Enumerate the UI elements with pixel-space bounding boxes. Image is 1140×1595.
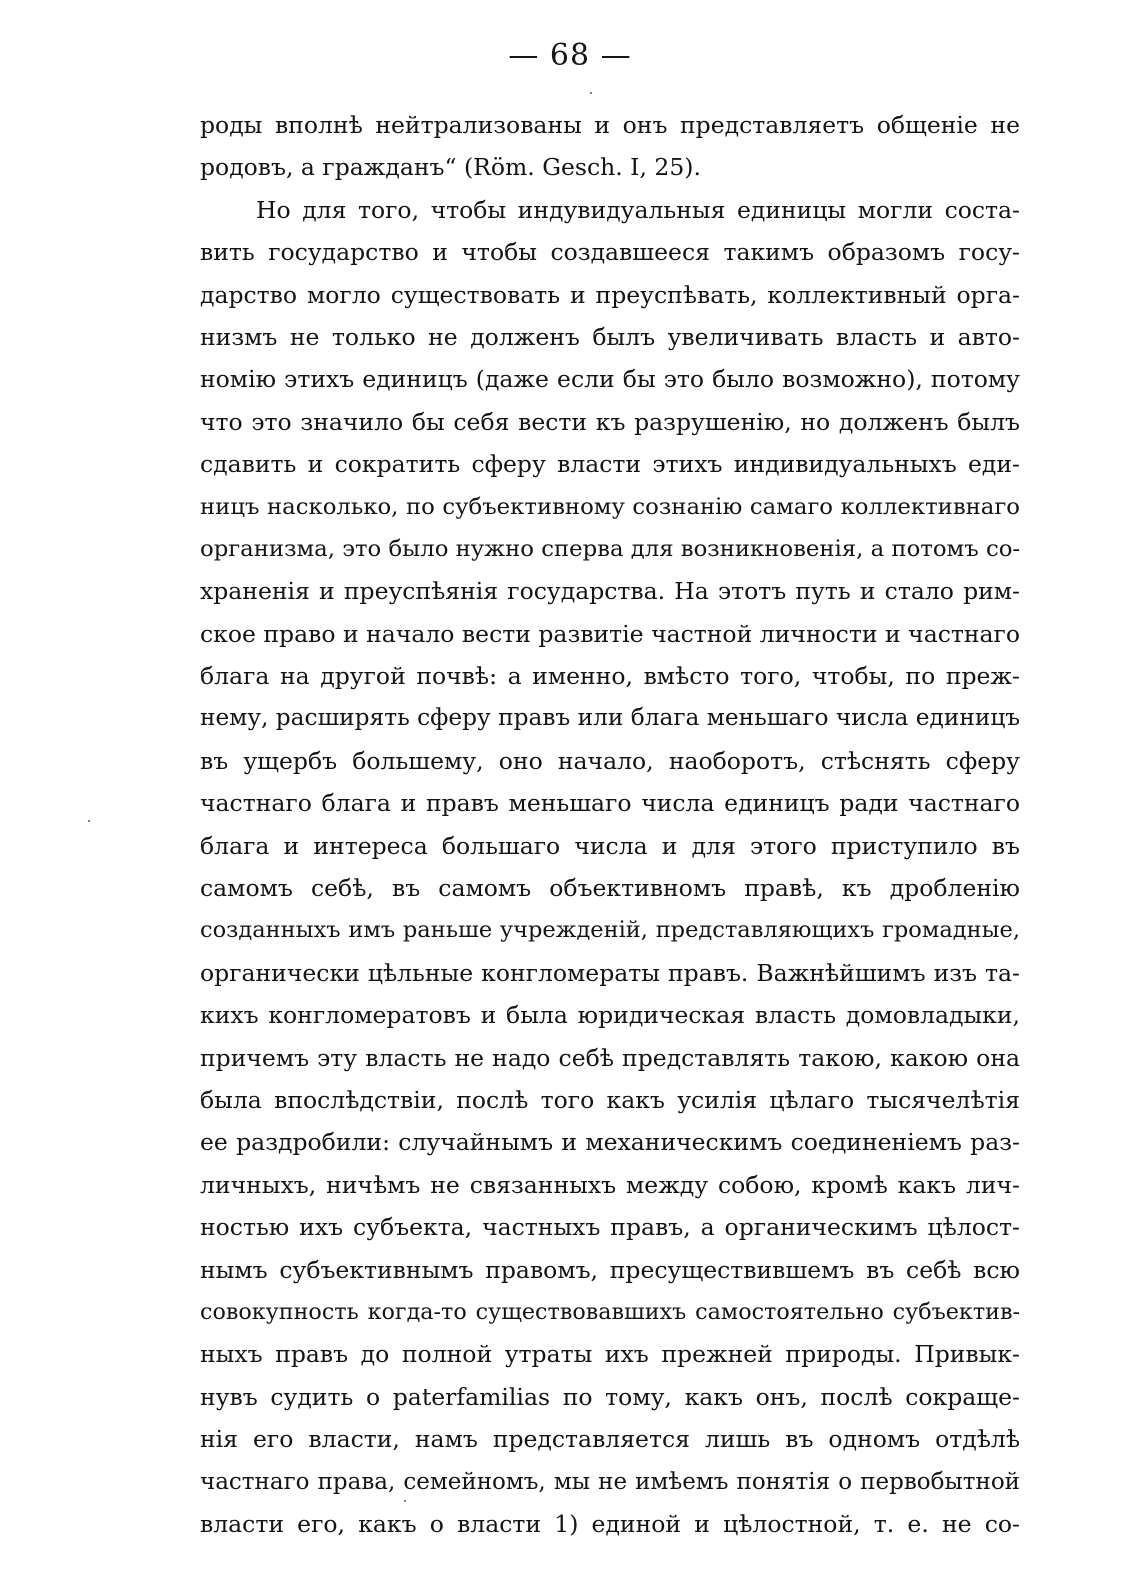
text-line: роды вполнѣ нейтрализованы и онъ представляетъ общеніе не	[200, 111, 1020, 139]
text-line: вить государство и чтобы создавшееся такимъ образомъ госу-	[200, 238, 1020, 267]
scan-speck	[590, 92, 592, 94]
body-text	[200, 104, 1020, 1545]
text-line: низмъ не только не долженъ былъ увеличивать власть и авто-	[200, 322, 1020, 351]
text-line: созданныхъ имъ раньше учрежденій, представляющихъ громадные,	[200, 917, 1020, 944]
text-line: сдавить и сократить сферу власти этихъ индивидуальныхъ еди-	[200, 450, 1020, 479]
text-line: личныхъ, ничѣмъ не связанныхъ между собою, кромѣ какъ лич-	[200, 1170, 1020, 1199]
text-line: храненія и преуспѣянія государства. На этотъ путь и стало рим-	[200, 577, 1020, 606]
text-line: власти его, какъ о власти 1) единой и цѣлостной, т. е. не со-	[200, 1509, 1020, 1538]
text-line: ностью ихъ субъекта, частныхъ правъ, а органическимъ цѣлост-	[200, 1213, 1020, 1242]
text-line: ныхъ правъ до полной утраты ихъ прежней природы. Привык-	[200, 1340, 1020, 1369]
text-line: что это значило бы себя вести къ разрушенію, но долженъ былъ	[200, 407, 1020, 436]
text-line: блага на другой почвѣ: а именно, вмѣсто того, чтобы, по преж-	[200, 662, 1020, 691]
text-line: была впослѣдствіи, послѣ того какъ усилія цѣлаго тысячелѣтія	[200, 1085, 1020, 1114]
text-line: нымъ субъективнымъ правомъ, пресуществившемъ въ себѣ всю	[200, 1255, 1020, 1284]
text-line: ее раздробили: случайнымъ и механическимъ соединеніемъ раз-	[200, 1128, 1020, 1157]
text-line: Но для того, чтобы индувидуальныя единицы могли соста-	[256, 195, 1020, 224]
scan-speck	[88, 820, 90, 822]
text-line: организма, это было нужно сперва для возникновенія, а потомъ со-	[200, 535, 1021, 562]
text-line: частнаго права, семейномъ, мы не имѣемъ понятія о первобытной	[200, 1468, 1020, 1495]
text-line: самомъ себѣ, въ самомъ объективномъ правѣ, къ дробленію	[200, 874, 1020, 903]
text-line: кихъ конгломератовъ и была юридическая власть домовладыки,	[200, 1001, 1020, 1030]
text-line: нувъ судить о paterfamilias по тому, какъ онъ, послѣ сокраще-	[200, 1382, 1020, 1411]
text-line: причемъ эту власть не надо себѣ представлять такою, какою она	[200, 1043, 1020, 1072]
page-number: — 68 —	[508, 38, 632, 73]
text-line: дарство могло существовать и преуспѣвать, коллективный орга-	[200, 280, 1020, 309]
text-line: ницъ насколько, по субъективному сознанію самаго коллективнаго	[200, 493, 1020, 520]
text-line: органически цѣльные конгломераты правъ. Важнѣйшимъ изъ та-	[200, 958, 1020, 987]
text-line: блага и интереса большаго числа и для этого приступило въ	[200, 831, 1020, 860]
scan-speck	[404, 1500, 406, 1502]
text-line: ское право и начало вести развитіе частной личности и частнаго	[200, 619, 1020, 648]
text-line: въ ущербъ большему, оно начало, наоборотъ, стѣснять сферу	[200, 746, 1020, 775]
text-line: нія его власти, намъ представляется лишь въ одномъ отдѣлѣ	[200, 1425, 1020, 1454]
text-line: номію этихъ единицъ (даже если бы это было возможно), потому	[200, 365, 1020, 394]
text-line: нему, расширять сферу правъ или блага меньшаго числа единицъ	[200, 704, 1021, 732]
text-line: совокупность когда-то существовавшихъ самостоятельно субъектив-	[200, 1298, 1020, 1325]
text-line: родовъ, а гражданъ“ (Röm. Gesch. I, 25).	[200, 153, 701, 182]
text-line: частнаго блага и правъ меньшаго числа единицъ ради частнаго	[200, 789, 1020, 818]
